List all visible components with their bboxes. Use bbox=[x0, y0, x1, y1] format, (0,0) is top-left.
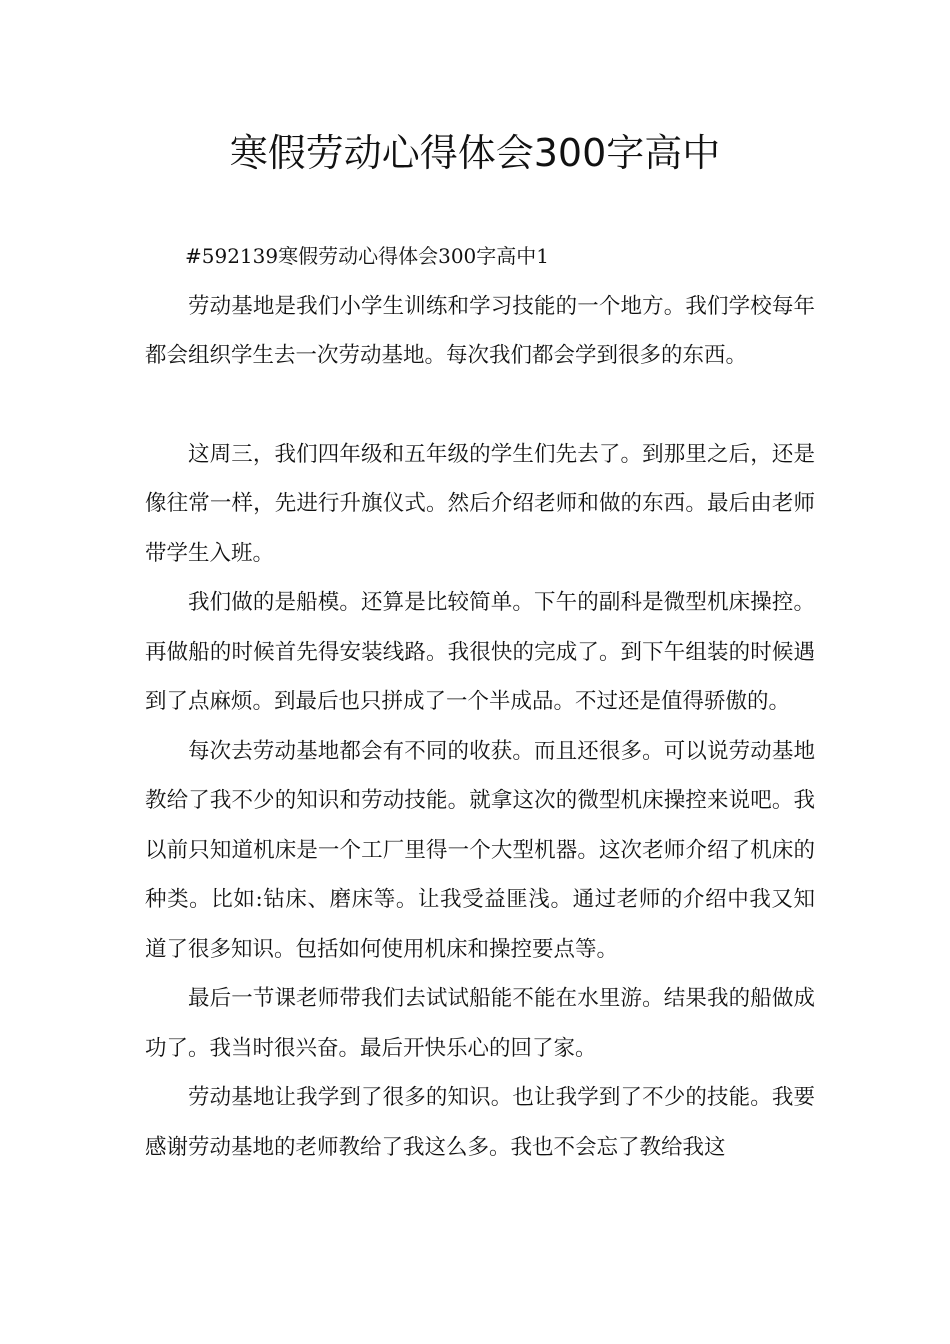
paragraph-1: 劳动基地是我们小学生训练和学习技能的一个地方。我们学校每年都会组织学生去一次劳动基地。每次我们都会学到很多的东西。 bbox=[145, 293, 815, 368]
document-body bbox=[145, 232, 815, 1172]
document-title: 寒假劳动心得体会300字高中 bbox=[229, 131, 721, 175]
paragraph-6: 劳动基地让我学到了很多的知识。也让我学到了不少的技能。我要感谢劳动基地的老师教给了我这么多。我也不会忘了教给我这 bbox=[145, 1085, 815, 1160]
paragraph-2: 这周三，我们四年级和五年级的学生们先去了。到那里之后，还是像往常一样，先进行升旗仪式。然后介绍老师和做的东西。最后由老师带学生入班。 bbox=[145, 441, 815, 566]
reference-line: #592139寒假劳动心得体会300字高中1 bbox=[185, 244, 550, 268]
paragraph-5: 最后一节课老师带我们去试试船能不能在水里游。结果我的船做成功了。我当时很兴奋。最后开快乐心的回了家。 bbox=[145, 986, 815, 1061]
paragraph-4: 每次去劳动基地都会有不同的收获。而且还很多。可以说劳动基地教给了我不少的知识和劳动技能。就拿这次的微型机床操控来说吧。我以前只知道机床是一个工厂里得一个大型机器。这次老师介绍了机床的种类。比如:钻床、磨床等。让我受益匪浅。通过老师的介绍中我又知道了很多知识。包括如何使用机床和操控要点等。 bbox=[145, 738, 815, 962]
paragraph-3: 我们做的是船模。还算是比较简单。下午的副科是微型机床操控。再做船的时候首先得安装线路。我很快的完成了。到下午组装的时候遇到了点麻烦。到最后也只拼成了一个半成品。不过还是值得骄傲的。 bbox=[145, 590, 815, 714]
